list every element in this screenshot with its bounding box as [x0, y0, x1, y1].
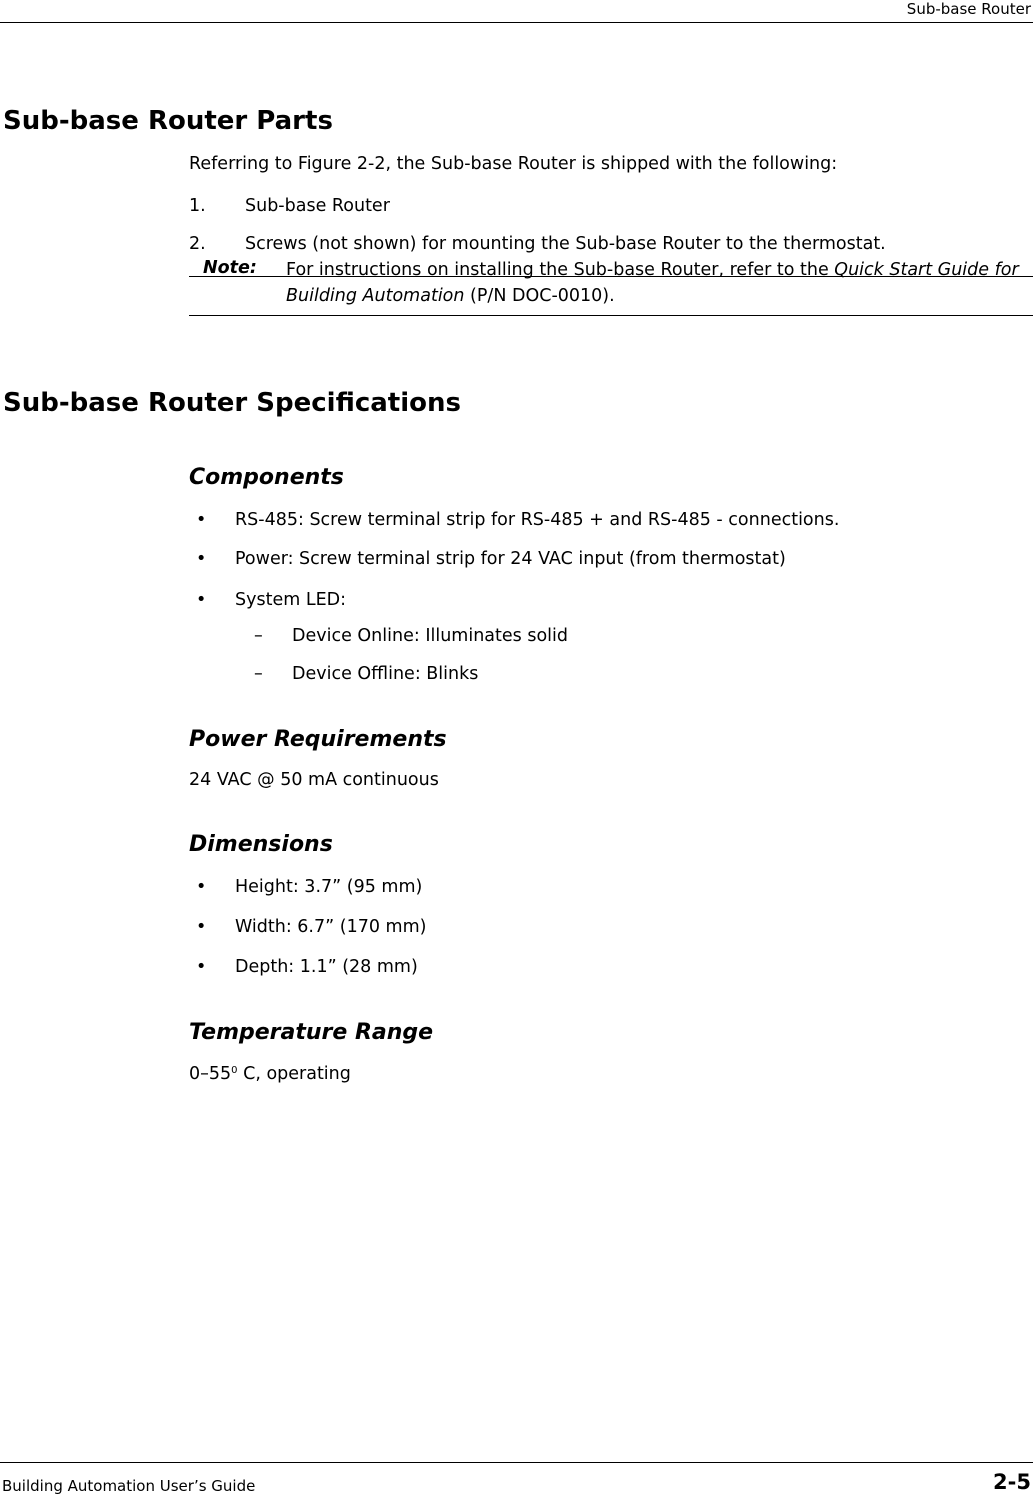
led-state-item: Device Online: Illuminates solid: [292, 626, 568, 646]
component-item: System LED:: [235, 590, 346, 610]
note-label: Note:: [203, 258, 257, 278]
header-rule: [0, 22, 1033, 23]
bullet-icon: •: [196, 917, 207, 937]
page-number: 2-5: [993, 1470, 1031, 1494]
parts-item-text: Screws (not shown) for mounting the Sub-base Router to the thermostat.: [245, 234, 886, 254]
dash-icon: –: [254, 664, 263, 684]
parts-item-number: 2.: [189, 234, 206, 254]
bullet-icon: •: [196, 510, 207, 530]
note-doc-title: Quick Start Guide for Building Automation: [286, 260, 1019, 306]
led-state-item: Device Offline: Blinks: [292, 664, 479, 684]
dimension-item: Width: 6.7” (170 mm): [235, 917, 427, 937]
bullet-icon: •: [196, 590, 207, 610]
footer-rule: [0, 1462, 1033, 1463]
component-item: Power: Screw terminal strip for 24 VAC input (from thermostat): [235, 549, 786, 569]
bullet-icon: •: [196, 549, 207, 569]
specs-heading: Sub-base Router Specifications: [3, 388, 461, 418]
note-bottom-rule: [189, 315, 1033, 316]
power-text: 24 VAC @ 50 mA continuous: [189, 770, 439, 790]
parts-intro: Referring to Figure 2-2, the Sub-base Router is shipped with the following:: [189, 154, 838, 174]
parts-heading: Sub-base Router Parts: [3, 106, 333, 136]
components-heading: Components: [189, 465, 344, 490]
parts-item-number: 1.: [189, 196, 206, 216]
parts-item-text: Sub-base Router: [245, 196, 390, 216]
bullet-icon: •: [196, 957, 207, 977]
dimension-item: Height: 3.7” (95 mm): [235, 877, 423, 897]
dimension-item: Depth: 1.1” (28 mm): [235, 957, 418, 977]
temperature-heading: Temperature Range: [189, 1020, 434, 1045]
bullet-icon: •: [196, 877, 207, 897]
dimensions-heading: Dimensions: [189, 832, 333, 857]
dash-icon: –: [254, 626, 263, 646]
footer-document-title: Building Automation User’s Guide: [2, 1477, 256, 1495]
running-header-title: Sub-base Router: [906, 0, 1031, 18]
temperature-text: $0-55^0$ C, operating: [189, 1064, 351, 1084]
note-text: For instructions on installing the Sub-base Router, refer to the Quick Start Guide for Building Automation (P/N DOC-0010).: [286, 260, 1019, 306]
component-item: RS-485: Screw terminal strip for RS-485 + and RS-485 - connections.: [235, 510, 840, 530]
power-heading: Power Requirements: [189, 727, 447, 752]
degree-superscript: 0: [231, 1065, 238, 1076]
